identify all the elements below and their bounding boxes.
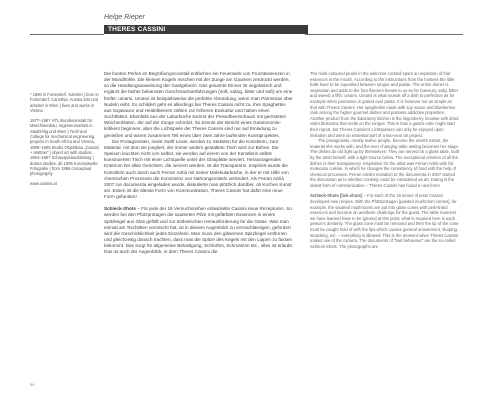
author-name: Helge Rieper (104, 14, 145, 21)
header-rule-left (30, 34, 104, 35)
header-rule-right (305, 34, 463, 35)
german-subheading: Schleck-Shots (104, 206, 136, 212)
english-text-column (310, 71, 460, 249)
page-number: 56 (30, 382, 35, 387)
artist-bio (30, 92, 100, 192)
english-paragraph-3-body: – For each of the 18 series of tests Cassini developed new recipes. With the Pfützprotagen [painted mushroom comes], for example, the sautéed mushrooms are put into glass cones with pink-tinted essences and become an aesthetic challenge for the guest. The table manners we have learned have to be ignored at this point; what is required here is each person’s dexterity. The glass cone must be removed and then the tip of the cone must be caught hold of with the lips which causes general amusement, slurping, smacking, etc. – everything is allowed. This is the moment when Theres Cassini makes use of the camera. The documents of “bad behaviour” are the so-called Schleck-Shots. The photographs are (310, 193, 459, 249)
german-paragraph-3 (104, 206, 294, 255)
german-paragraph-1: Die bunten Perlen im Begrüßungscocktail entfachen ein Feuerwerk von Fruchtessenzen in der Mundhöhle. Die kleinen Kugeln mischen mit der Zunge am Gaumen zerdrückt werden, so die Handlungsanweisung der Gastgeberin. Das gesamte Dinner ist vegetarisch und ergänzt die bisher bekannten Geschmackserfahrungen (süß, salzig, bitter und süß) um eine fünfte: umami. Umami ist beispielsweise die perfekte Abrundung, wenn man Parmesan über Nudeln reibt. So schildert geht es allerdings bei Theres Cassini nicht zu. Ihre Spaghettini aus Sojasauce und Heidelbeeren zählen zur höheren Esskultur und haben einen Suchtfaktor. Ebenfalls aus der Laborküche kommt der Preiselbeerschaum mit gerösteten Weichenblüten, der auf der Zunge schmilzt. So könnte der Bericht eines Gastronomiekritikers beginnen, aber die Lichtspiele der Theres Cassini sind nur auf Einladung zu genießen und waren zusammen Teil eines über zwei Jahre laufenden Kunstprojektes. (104, 71, 293, 138)
english-paragraph-1: The multi-coloured pearls in the welcome cocktail spark an explosion of fruit essences in the mouth. According to the instructions from the hostess the little balls have to be squashed between tongue and palate. The entire dinner is vegetarian and adds to the four flavours known to us so far (savoury, salty, bitter and sweet) a fifth: umami. Umami is what rounds off a dish to perfection as for example when parmesan is grated over pasta. It is however not as simple as that with Theres Cassini. Her spaghettini made with soy sauce and blueberries rank among the higher gourmet dishes and possess addictive properties. Another product from the laboratory kitchen is the lingonberry mousse with dried violet blossoms that melts on the tongue. This is how a gastro-critic might start their report, but Theres Cassini’s Lichtspeisen can only be enjoyed upon invitation and were an essential part of a two-year art project. (310, 71, 459, 138)
english-subheading: Schleck-Shots [lick-shots] (310, 193, 363, 199)
german-text-column (104, 71, 294, 256)
german-paragraph-2: Die Protagonisten, meist zwölf Leute, werden zu Statisten für die Künstlerin, zum Material, mit dem sie jongliert, der immer anders gestaltete Tisch wird zur Bühne. Die Speisen leuchten nicht von selbst, sie werden auf einem von der Künstlerin selbst konstruierten Tisch mit einer Lichtquelle unter der Glasplatte serviert. Herausragendes Kriterium bei allen Gerichten, die serviert werden, ist die Transparenz. Inspiriert wurde die Künstlerin auch durch auch Ferran Adrià mit seiner Molekularküche, in der er mit Hilfe von chemischen Prozessen die Konsistenz von Nahrungsmitteln verändert. Als Ferran Adrià 2007 zur documenta eingeladen wurde, diskutierte man plötzlich darüber, ob Kochen Kunst sei. Essen ist die älteste Form von Kommunikation, Theres Cassini hat dafür eine neue Form gefunden! (104, 138, 292, 200)
bio-website[interactable]: www.cassini.at (30, 181, 57, 187)
bio-birth: * 1980 in Furtenderf, Kärnten | born in Furtenderf, Carinthia, Austria lebt und arbeitet in Wien | lives and works in Vienna (30, 92, 99, 113)
english-paragraph-2: The protagonists, mostly twelve people, become the artist’s extras, the material she works with, and the ever changing table setting becomes her stage. The dishes do not light up by themselves. They are served on a glass table, built by the artist herself, with a light source below. The exceptional criterion of all the dishes is their transparency. Inspiration for the artist was Ferran Adrià with his molecular cuisine, in which he changes the consistency of food with the help of chemical processes. Ferran Adrià’s invitation to the documenta in 2007 started the discussion as to whether cooking could be considered as art. Eating is the oldest form of communication – Theres Cassini has found a new form! (310, 138, 459, 188)
article-title: THERES CASSINI (104, 25, 308, 34)
bio-career: 1977–1987 HTL Bundesanstalt für Maschinenbau, Ingenieursarbeit in Stadtzhlig und Wien | Technical College for mechanical engineering, projects in South Africa and Vienna, 1988–1999 Studio Objektbau „Cassini + Mattner“ | object art with studios, 1994–1997 Schauspielausbildung | drama studies, ab 1995 Konzeptuelle Fotografie | from 1995 conceptual photography (30, 118, 99, 177)
english-paragraph-3 (310, 193, 460, 249)
german-paragraph-3-body: – Für jede der 18 Versuchsreihen entwickelte Cassini neue Rezepturen. So werden bei den Pfützprotagen die sautierten Pilze mit gefärbten Essenzen in einem Spitzkegel aus Glas gefüllt und zur ästhetischen Herausforderung für die Gäste. Was man einmal am Tischtitten vermischt hat, ist in diesem Augenblick zu vernachlässigen, gefordert wird die Geschicklichkeit jedes Einzelnen. Man muss den gläsernen Spitzkegel entfernen und gleichzeitig danach trachten, dass man die Spitze des Kegels mit den Lippen zu fassen bekommt. Das sorgt für allgemeine Belustigung, Schlürfen, Schmatzen etc., alles ist erlaubt. Das ist auch der Augenblick, in dem Theres Cassini die (104, 206, 294, 255)
